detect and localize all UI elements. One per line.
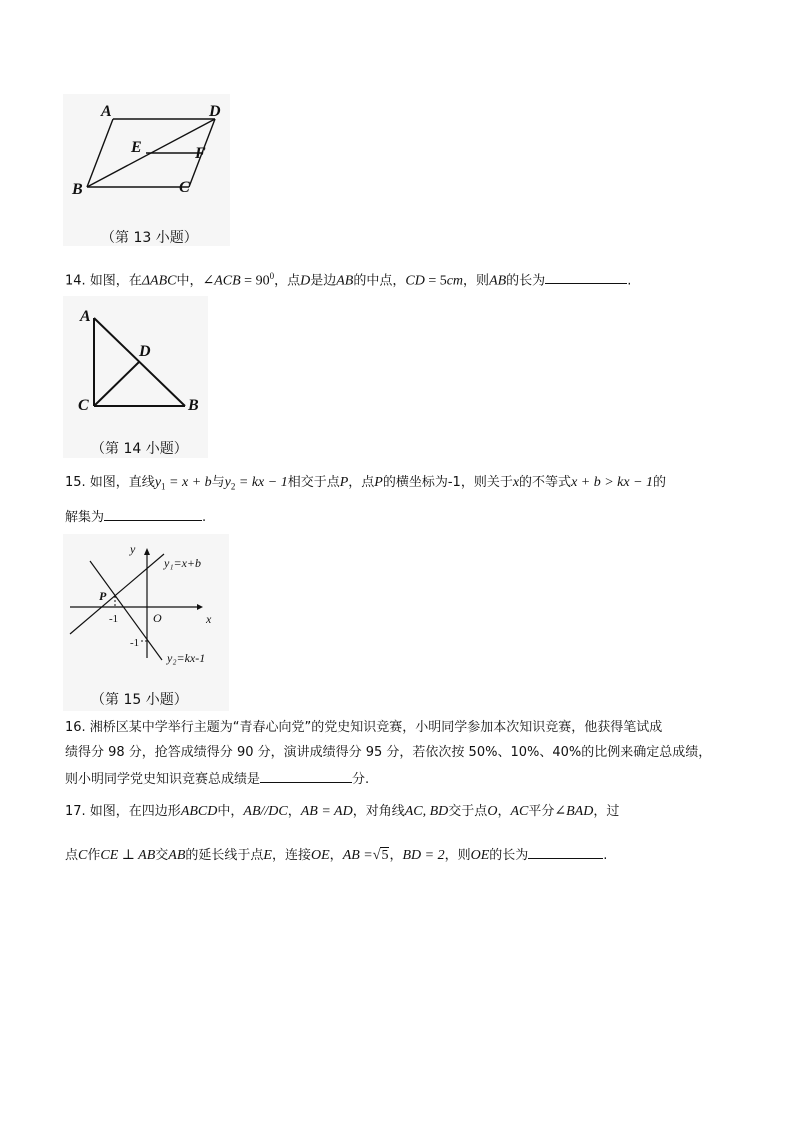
q14-lead: 14. 如图，在 bbox=[65, 273, 142, 289]
q17-text: 作 bbox=[87, 848, 101, 863]
q14-text: 是边 bbox=[310, 273, 337, 289]
question-16-line-2 bbox=[65, 744, 711, 762]
q15-text: 的 bbox=[653, 475, 667, 490]
figure-13-diagram bbox=[63, 94, 230, 246]
q17-quad: ABCD bbox=[180, 804, 218, 819]
label-f: F bbox=[195, 145, 206, 162]
q14-text: 的长为 bbox=[506, 273, 546, 289]
q16-line3a: 则小明同学党史知识竞赛总成绩是 bbox=[65, 772, 261, 787]
q14-text: ，点 bbox=[274, 273, 301, 289]
label-y: y bbox=[130, 542, 136, 556]
q17-text: ，对角线 bbox=[352, 804, 405, 819]
q17-text: ， bbox=[389, 848, 403, 863]
tick-y-minus-1: -1 bbox=[130, 637, 140, 649]
q17-diagonals: AC, BD bbox=[404, 804, 449, 819]
q14-eq1: = 90 bbox=[240, 273, 270, 289]
q15-eq-a: = x + b bbox=[165, 475, 212, 490]
line-y2 bbox=[90, 561, 162, 660]
q17-text: ， bbox=[497, 804, 511, 819]
x-axis-arrow bbox=[197, 604, 203, 610]
tick-x-minus-1: -1 bbox=[109, 613, 119, 625]
q17-text: ， bbox=[329, 848, 343, 863]
q14-text: ，则 bbox=[463, 273, 490, 289]
q15-text: 的不等式 bbox=[519, 475, 572, 490]
q17-text: ，过 bbox=[593, 804, 620, 819]
q14-text: 中， bbox=[176, 273, 203, 289]
question-16-line-3 bbox=[65, 770, 369, 789]
label-a: A bbox=[101, 103, 112, 120]
label-y2: y₂=kx-1 bbox=[167, 651, 206, 665]
figure-14 bbox=[63, 296, 208, 458]
q17-ab: AB bbox=[168, 848, 186, 863]
label-d: D bbox=[209, 103, 221, 120]
q15-text: 与 bbox=[211, 475, 225, 490]
q15-y2-sub: 2 bbox=[230, 481, 236, 492]
label-y1: y₁=x+b bbox=[164, 556, 202, 570]
q17-text: ，则 bbox=[444, 848, 471, 863]
q17-bd: BD = 2 bbox=[402, 848, 445, 863]
q14-triangle: ΔABC bbox=[141, 273, 177, 289]
figure-15 bbox=[63, 534, 229, 711]
label-b: B bbox=[188, 397, 199, 414]
question-16-line-1 bbox=[65, 719, 662, 737]
q15-y2: y bbox=[224, 475, 231, 490]
q17-text: 交于点 bbox=[448, 804, 488, 819]
q17-ce: CE ⊥ AB bbox=[100, 848, 156, 863]
figure-15-caption: （第 15 小题） bbox=[91, 692, 188, 708]
q17-radicand: 5 bbox=[381, 848, 389, 863]
question-17-line-2 bbox=[65, 846, 607, 865]
q14-eq2: = 5 bbox=[424, 273, 447, 289]
label-p: P bbox=[99, 589, 107, 603]
label-c: C bbox=[78, 397, 89, 414]
q16-line3b: 分. bbox=[352, 772, 370, 787]
q15-answer-blank[interactable] bbox=[104, 508, 202, 521]
q14-segment-ab: AB bbox=[336, 273, 354, 289]
q15-point-p-2: P bbox=[374, 475, 383, 490]
q17-text: 平分 bbox=[528, 804, 555, 819]
q15-line2: 解集为 bbox=[65, 510, 105, 525]
question-15-line-1 bbox=[65, 474, 666, 496]
label-o: O bbox=[153, 611, 162, 625]
y-axis-arrow bbox=[144, 548, 150, 555]
q17-point-e: E bbox=[263, 848, 272, 863]
q17-text: ，连接 bbox=[271, 848, 311, 863]
figure-14-diagram bbox=[63, 296, 208, 458]
q17-text: 交 bbox=[155, 848, 169, 863]
q17-text: 点 bbox=[65, 848, 79, 863]
q15-inequality: x + b > kx − 1 bbox=[571, 475, 654, 490]
q15-end: . bbox=[202, 510, 207, 525]
q17-sqrt: √5 bbox=[372, 848, 389, 863]
q17-angle: ∠BAD bbox=[554, 804, 594, 819]
q17-ab-eq: AB = bbox=[342, 848, 373, 863]
q14-segment-ab-2: AB bbox=[489, 273, 507, 289]
q17-point-c: C bbox=[78, 848, 88, 863]
q16-line2: 绩得分 98 分，抢答成绩得分 90 分，演讲成绩得分 95 分，若依次按 50%、10%、40%的比例来确定总成绩， bbox=[65, 745, 712, 760]
q16-line1: 16. 湘桥区某中学举行主题为“青春心向党”的党史知识竞赛，小明同学参加本次知识竞赛，他获得笔试成 bbox=[65, 720, 663, 735]
q15-text: ，点 bbox=[348, 475, 375, 490]
q17-parallel: AB//DC bbox=[243, 804, 288, 819]
q17-lead: 17. 如图，在四边形 bbox=[65, 804, 181, 819]
q16-answer-blank[interactable] bbox=[260, 770, 352, 783]
figure-13 bbox=[63, 94, 230, 246]
q15-y1: y bbox=[154, 475, 162, 490]
q17-text: 中， bbox=[217, 804, 244, 819]
q15-text: 相交于点 bbox=[287, 475, 340, 490]
question-17-line-1 bbox=[65, 803, 619, 821]
question-14 bbox=[65, 267, 631, 290]
figure-14-caption: （第 14 小题） bbox=[91, 441, 188, 457]
q17-ac: AC bbox=[510, 804, 529, 819]
label-e: E bbox=[131, 139, 142, 156]
label-x: x bbox=[206, 612, 212, 626]
q17-oe: OE bbox=[311, 848, 330, 863]
q17-text: 的长为 bbox=[489, 848, 529, 863]
q17-text: ， bbox=[287, 804, 301, 819]
q14-unit: cm bbox=[446, 273, 464, 289]
figure-15-graph bbox=[63, 534, 229, 711]
label-b: B bbox=[72, 181, 83, 198]
q14-end: . bbox=[627, 273, 632, 289]
figure-13-caption: （第 13 小题） bbox=[101, 230, 198, 246]
q14-answer-blank[interactable] bbox=[545, 271, 627, 284]
q15-y1-sub: 1 bbox=[161, 481, 166, 492]
q17-text: 的延长线于点 bbox=[185, 848, 264, 863]
q14-angle: ∠ACB bbox=[202, 273, 241, 289]
q15-text: 的横坐标为-1，则关于 bbox=[382, 475, 513, 490]
label-d: D bbox=[139, 343, 151, 360]
q15-lead: 15. 如图，直线 bbox=[65, 475, 155, 490]
q15-var-x: x bbox=[512, 475, 520, 490]
label-a: A bbox=[80, 308, 91, 325]
q14-segment-cd: CD bbox=[405, 273, 425, 289]
q15-point-p: P bbox=[339, 475, 349, 490]
q17-eq1: AB = AD bbox=[300, 804, 353, 819]
label-c: C bbox=[179, 179, 190, 196]
q14-degree: 0 bbox=[269, 271, 275, 281]
q15-eq-b: = kx − 1 bbox=[235, 475, 288, 490]
question-15-line-2 bbox=[65, 508, 206, 527]
q14-text: 的中点， bbox=[353, 273, 406, 289]
q17-end: . bbox=[603, 848, 608, 863]
q17-oe-2: OE bbox=[470, 848, 490, 863]
q14-point-d: D bbox=[300, 273, 311, 289]
q17-answer-blank[interactable] bbox=[528, 846, 603, 859]
q17-point-o: O bbox=[487, 804, 498, 819]
